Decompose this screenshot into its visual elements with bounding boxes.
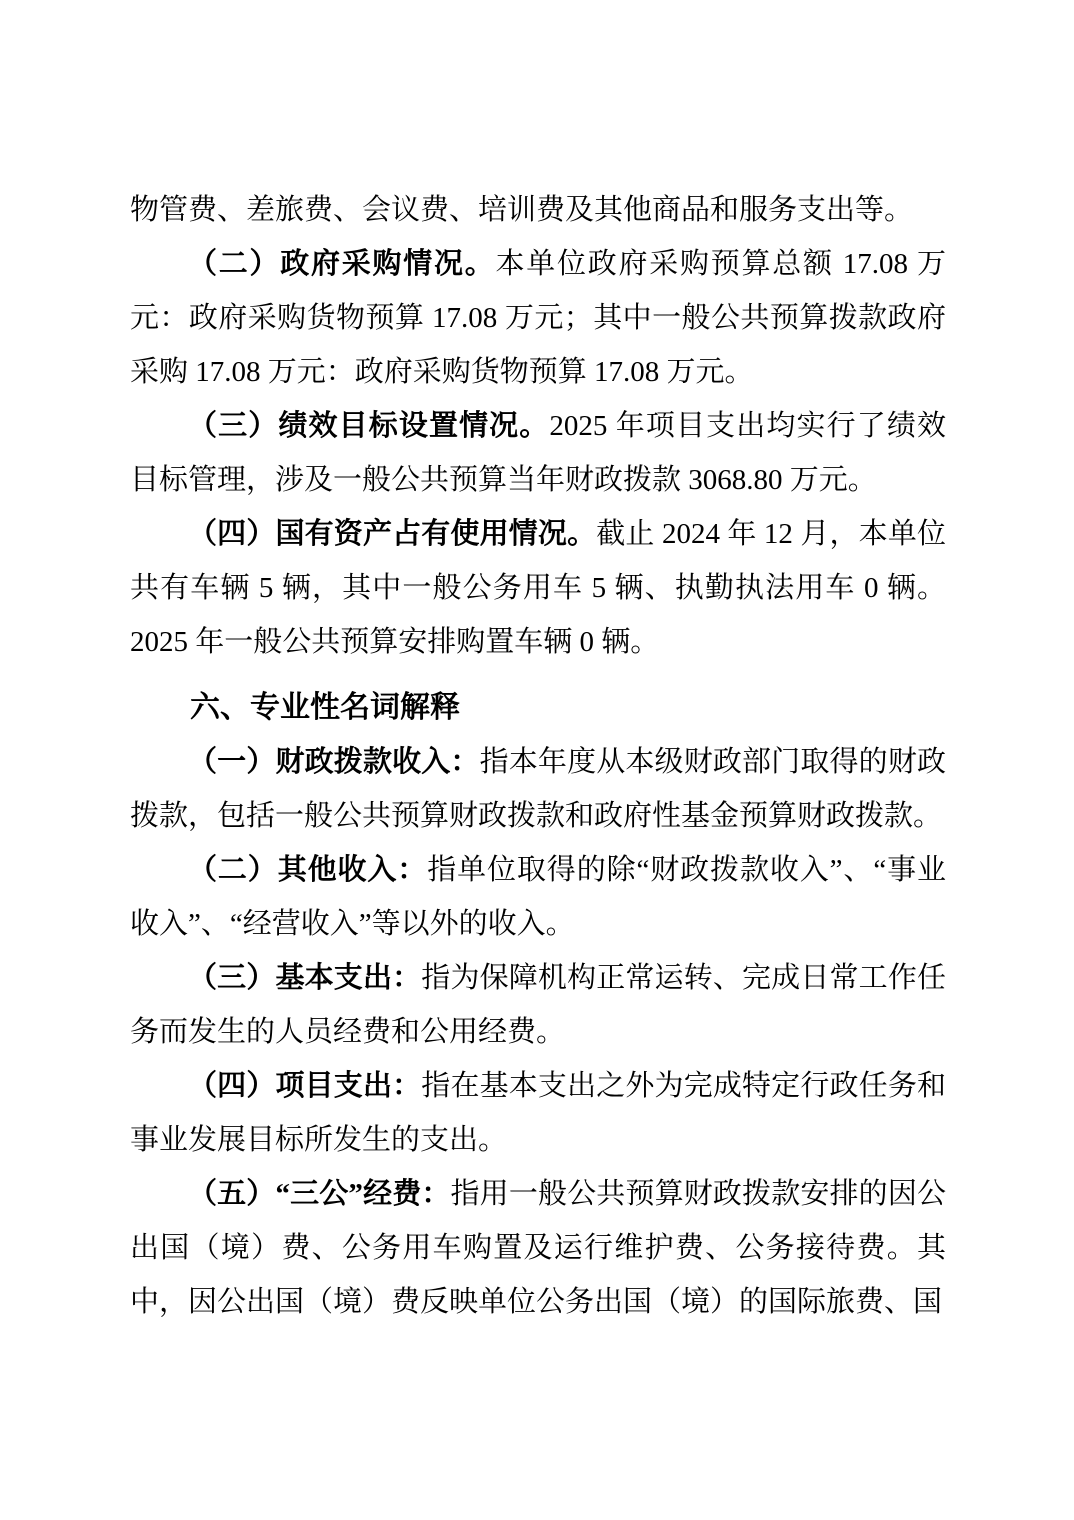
paragraph-lead: （一）财政拨款收入：	[188, 746, 480, 778]
paragraph-text: 指单位取得的除“财政拨款收入”、“事业收入”、“经营收入”等以外的收入。	[130, 854, 946, 940]
paragraph-lead: （四）项目支出：	[188, 1070, 422, 1102]
paragraph	[130, 951, 946, 1059]
paragraph-lead: （五）“三公”经费：	[188, 1178, 451, 1210]
paragraph-text: 本单位政府采购预算总额 17.08 万元：政府采购货物预算 17.08 万元；其中一般公共预算拨款政府采购 17.08 万元：政府采购货物预算 17.08 万元。	[130, 248, 946, 388]
paragraph-text: 截止 2024 年 12 月，本单位共有车辆 5 辆，其中一般公务用车 5 辆、执勤执法用车 0 辆。2025 年一般公共预算安排购置车辆 0 辆。	[130, 518, 946, 658]
paragraph-lead: （三）绩效目标设置情况。	[188, 410, 550, 442]
paragraph-lead: （二）政府采购情况。	[188, 248, 496, 280]
section-heading: 六、专业性名词解释	[190, 691, 460, 724]
paragraph-lead: （三）基本支出：	[188, 962, 422, 994]
paragraph-text: 指为保障机构正常运转、完成日常工作任务而发生的人员经费和公用经费。	[130, 962, 946, 1048]
paragraph	[130, 399, 946, 507]
paragraph	[130, 735, 946, 843]
paragraph-lead: （四）国有资产占有使用情况。	[188, 518, 597, 550]
paragraph	[130, 1059, 946, 1167]
paragraph	[130, 237, 946, 399]
paragraph-text: 指用一般公共预算财政拨款安排的因公出国（境）费、公务用车购置及运行维护费、公务接待费。其中，因公出国（境）费反映单位公务出国（境）的国际旅费、国	[130, 1178, 946, 1318]
paragraph	[130, 183, 946, 237]
paragraph-text: 物管费、差旅费、会议费、培训费及其他商品和服务支出等。	[130, 194, 914, 226]
paragraph	[130, 843, 946, 951]
paragraph-text: 指本年度从本级财政部门取得的财政拨款，包括一般公共预算财政拨款和政府性基金预算财政拨款。	[130, 746, 946, 832]
paragraph-text: 指在基本支出之外为完成特定行政任务和事业发展目标所发生的支出。	[130, 1070, 946, 1156]
paragraph	[130, 507, 946, 669]
paragraph-lead: （二）其他收入：	[188, 854, 428, 886]
paragraph-text: 2025 年项目支出均实行了绩效目标管理，涉及一般公共预算当年财政拨款 3068.80 万元。	[130, 410, 946, 496]
paragraph	[130, 1167, 946, 1329]
